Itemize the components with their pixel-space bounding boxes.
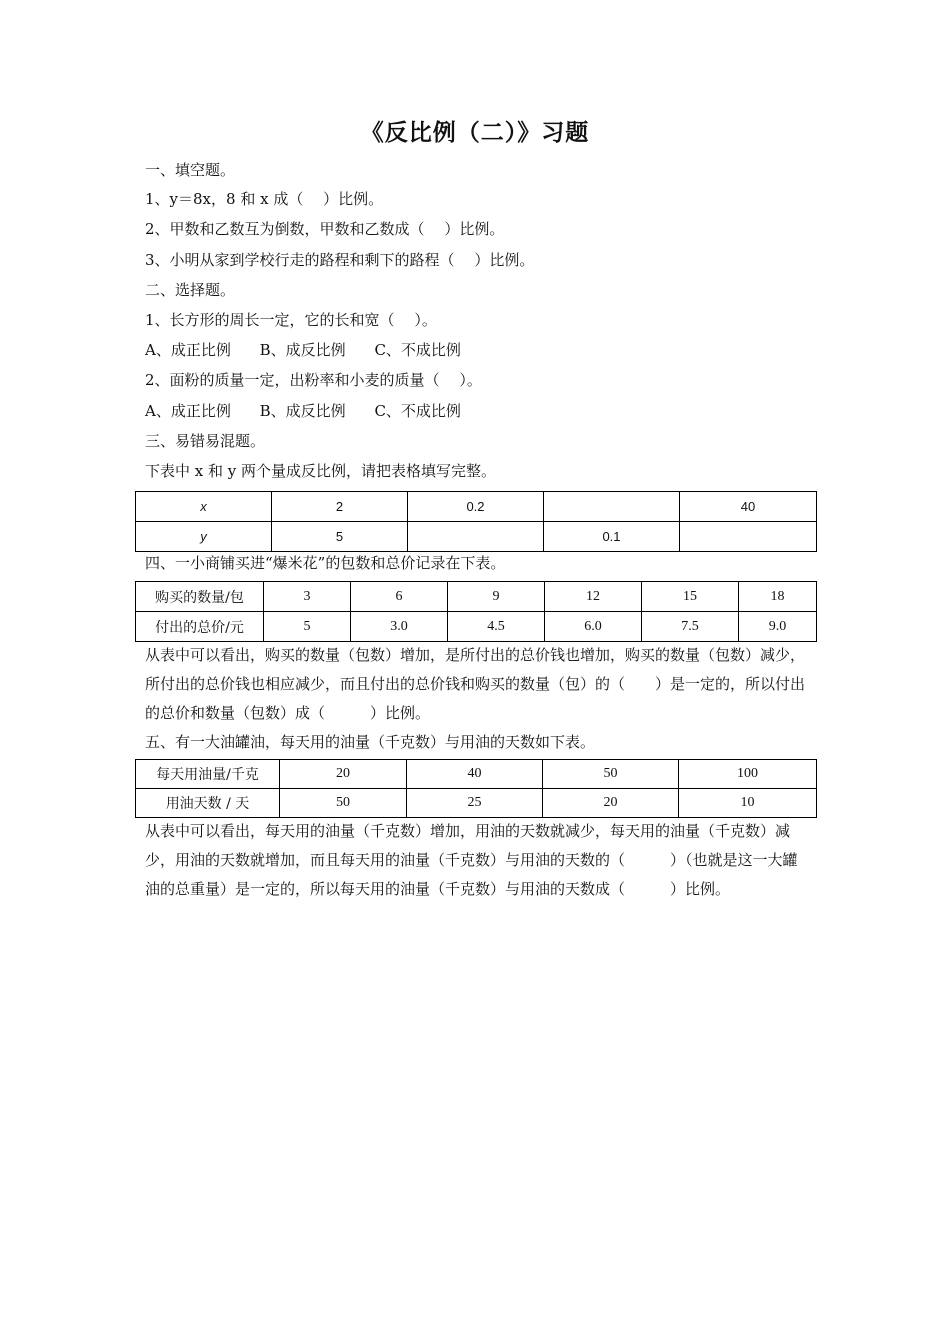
table-cell: 每天用油量/千克 [136, 760, 280, 789]
table-row [136, 522, 817, 552]
table-row [136, 760, 817, 789]
table-cell: 7.5 [642, 612, 739, 642]
section-2-question-2-options [145, 401, 485, 421]
table-cell: 18 [739, 582, 817, 612]
section-2-heading: 二、选择题。 [145, 281, 236, 299]
table-cell: 9.0 [739, 612, 817, 642]
table-cell: 4.5 [448, 612, 545, 642]
section-1-question-2: 2、甲数和乙数互为倒数，甲数和乙数成（ ）比例。 [145, 220, 505, 238]
xy-table [135, 491, 817, 552]
option-c: C、不成比例 [374, 341, 461, 359]
table-cell: 0.2 [408, 492, 544, 522]
table-cell: 5 [272, 522, 408, 552]
table-cell: 15 [642, 582, 739, 612]
section-1-question-3: 3、小明从家到学校行走的路程和剩下的路程（ ）比例。 [145, 251, 535, 269]
table-cell: 10 [679, 789, 817, 818]
table-cell: 购买的数量/包 [136, 582, 264, 612]
table-cell: 用油天数 / 天 [136, 789, 280, 818]
section-2-question-2: 2、面粉的质量一定，出粉率和小麦的质量（ ）。 [145, 371, 482, 389]
popcorn-table [135, 581, 817, 642]
table-cell: 50 [543, 760, 679, 789]
section-5-heading: 五、有一大油罐油，每天用的油量（千克数）与用油的天数如下表。 [145, 733, 596, 751]
table-cell: 0.1 [544, 522, 680, 552]
table-row [136, 789, 817, 818]
table-cell: x [136, 492, 272, 522]
section-4-paragraph: 从表中可以看出，购买的数量（包数）增加，是所付出的总价钱也增加，购买的数量（包数）减少，所付出的总价钱也相应减少，而且付出的总价钱和购买的数量（包）的（ ）是一定的，所以付出的总价和数量（包数）成（ ）比例。 [145, 646, 806, 722]
table-cell: 50 [280, 789, 407, 818]
section-1-question-1: 1、y＝8x，8 和 x 成（ ）比例。 [145, 190, 384, 208]
option-a: A、成正比例 [145, 341, 231, 359]
table-cell [408, 522, 544, 552]
table-cell: 5 [264, 612, 351, 642]
table-cell: 100 [679, 760, 817, 789]
table-cell: 20 [543, 789, 679, 818]
section-2-question-1-options [145, 340, 485, 360]
section-3-intro: 下表中 x 和 y 两个量成反比例，请把表格填写完整。 [145, 462, 497, 480]
table-cell: 40 [680, 492, 817, 522]
table-row [136, 492, 817, 522]
table-cell: 2 [272, 492, 408, 522]
option-a: A、成正比例 [145, 402, 231, 420]
table-cell: 6 [351, 582, 448, 612]
table-cell: y [136, 522, 272, 552]
section-5-paragraph: 从表中可以看出，每天用的油量（千克数）增加，用油的天数就减少，每天用的油量（千克数）减少，用油的天数就增加，而且每天用的油量（千克数）与用油的天数的（ ）（也就是这一大罐油的总重量）是一定的，所以每天用的油量（千克数）与用油的天数成（ ）比例。 [145, 822, 798, 898]
table-cell: 12 [545, 582, 642, 612]
section-1-heading: 一、填空题。 [145, 161, 236, 179]
section-2-question-1: 1、长方形的周长一定，它的长和宽（ ）。 [145, 311, 437, 329]
table-row [136, 612, 817, 642]
table-cell [680, 522, 817, 552]
table-cell: 3 [264, 582, 351, 612]
oil-table [135, 759, 817, 818]
table-cell: 6.0 [545, 612, 642, 642]
section-4-heading: 四、一小商铺买进“爆米花”的包数和总价记录在下表。 [145, 554, 506, 572]
table-cell: 20 [280, 760, 407, 789]
table-cell [544, 492, 680, 522]
table-cell: 9 [448, 582, 545, 612]
table-row [136, 582, 817, 612]
table-cell: 付出的总价/元 [136, 612, 264, 642]
table-cell: 25 [407, 789, 543, 818]
table-cell: 40 [407, 760, 543, 789]
option-b: B、成反比例 [259, 341, 346, 359]
page-title: 《反比例（二）》习题 [360, 119, 590, 146]
option-c: C、不成比例 [374, 402, 461, 420]
table-cell: 3.0 [351, 612, 448, 642]
section-3-heading: 三、易错易混题。 [145, 432, 266, 450]
option-b: B、成反比例 [259, 402, 346, 420]
